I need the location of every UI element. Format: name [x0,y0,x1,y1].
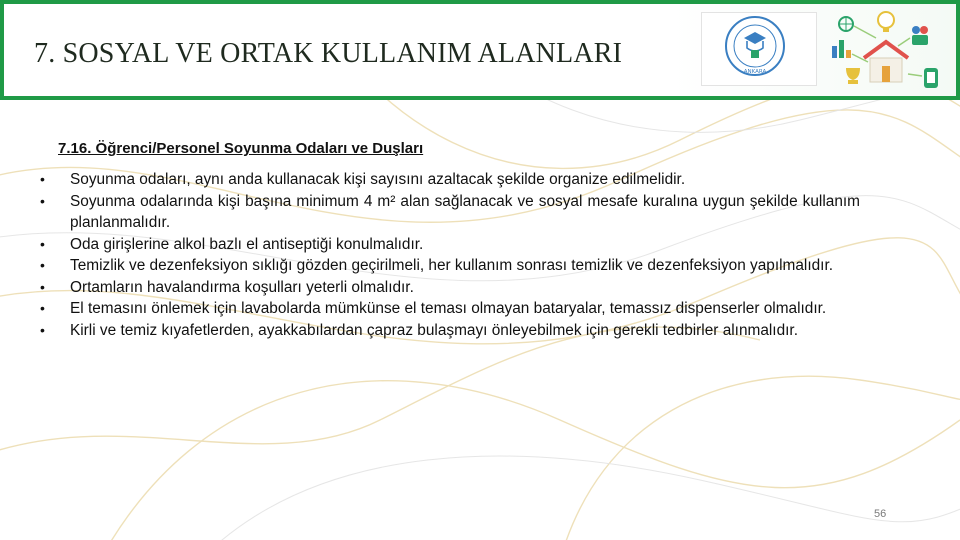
institution-logo [720,14,790,80]
section-heading: 7.16. Öğrenci/Personel Soyunma Odaları ve Duşları [58,140,424,157]
logo-text: ANKARA [743,69,767,75]
bullet-icon: • [40,257,45,273]
list-item: • Soyunma odaları, aynı anda kullanacak kişi sayısını azaltacak şekilde organize edilmelidir. [40,169,860,191]
globe-icon [839,17,853,31]
bullet-icon: • [40,171,45,187]
list-item: • Kirli ve temiz kıyafetlerden, ayakkabılardan çapraz bulaşmayı önleyebilmek için gerekli tedbirler alınmalıdır. [40,320,860,342]
list-item: • Ortamların havalandırma koşulları yeterli olmalıdır. [40,277,860,299]
lightbulb-icon [878,12,894,32]
bullet-icon: • [40,235,45,252]
bullet-icon: • [40,278,45,295]
list-item: • Soyunma odalarında kişi başına minimum 4 m² alan sağlanacak ve sosyal mesafe kuralına uygun şekilde kullanım planlanmalıdır. [40,192,860,231]
bullet-icon: • [40,321,45,338]
header-banner [0,0,960,100]
page-number: 56 [874,508,887,520]
header-illustration-icons [824,6,956,98]
list-item: • Temizlik ve dezenfeksiyon sıklığı gözden geçirilmeli, her kullanım sonrası temizlik ve dezenfeksiyon yapılmalıdır. [40,255,860,277]
bullet-icon: • [40,192,45,209]
phone-icon [924,68,938,88]
people-icon [912,26,928,45]
guideline-list [40,169,860,341]
bullet-icon: • [40,300,45,316]
chart-icon [832,40,851,58]
list-item: • El temasını önlemek için lavabolarda mümkünse el teması olmayan bataryalar, temassız dispenserler olmalıdır. [40,298,860,320]
list-item: • Oda girişlerine alkol bazlı el antiseptiği konulmalıdır. [40,234,860,256]
trophy-icon [846,68,860,84]
house-icon [864,42,908,82]
page-title: 7. SOSYAL VE ORTAK KULLANIM ALANLARI [34,38,623,69]
